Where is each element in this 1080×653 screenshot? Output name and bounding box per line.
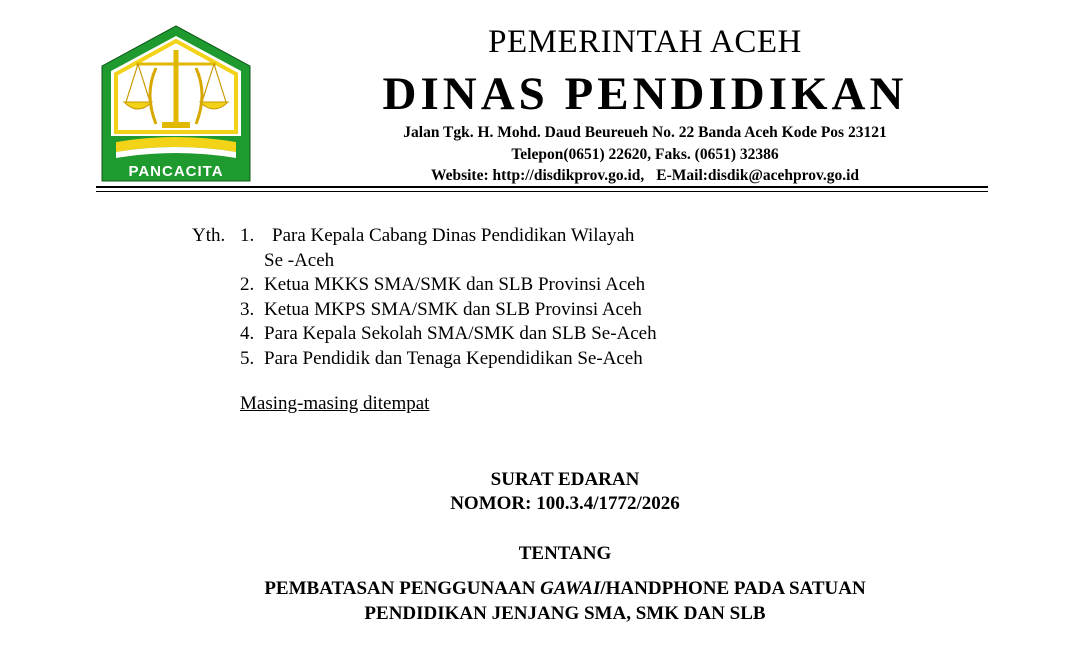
item-text: Para Kepala Sekolah SMA/SMK dan SLB Se-Aceh (264, 323, 657, 344)
header-rule-thick (96, 186, 988, 188)
item-number: 1. (240, 225, 255, 246)
item-continuation: Se -Aceh (264, 249, 335, 271)
email: E-Mail:disdik@acehprov.go.id (656, 167, 860, 184)
subject-pre: PEMBATASAN PENGGUNAAN (264, 578, 541, 599)
recipient-prefix: Yth. (192, 225, 226, 246)
header-rule-thin (96, 191, 988, 192)
government-name: PEMERINTAH ACEH (488, 24, 802, 60)
letter-type: SURAT EDARAN (490, 469, 640, 490)
item-text: Para Kepala Cabang Dinas Pendidikan Wilayah (272, 225, 635, 246)
item-number: 2. (240, 274, 255, 295)
letter-subject-line2: PENDIDIKAN JENJANG SMA, SMK DAN SLB (364, 603, 766, 624)
letter-subject-line1 (0, 578, 1080, 600)
recipient-location: Masing-masing ditempat (240, 393, 430, 414)
web-email-line (300, 166, 990, 186)
item-number: 3. (240, 298, 255, 320)
letter-about: TENTANG (518, 543, 612, 564)
item-text: Ketua MKKS SMA/SMK dan SLB Provinsi Aceh (264, 274, 646, 295)
subject-post: /HANDPHONE PADA SATUAN (600, 578, 866, 599)
logo-label: PANCACITA (128, 163, 224, 180)
subject-italic: GAWAI (540, 578, 601, 599)
item-text: Para Pendidik dan Tenaga Kependidikan Se-Aceh (264, 347, 643, 369)
letter-number: NOMOR: 100.3.4/1772/2026 (450, 493, 680, 514)
address-line: Jalan Tgk. H. Mohd. Daud Beureueh No. 22 Banda Aceh Kode Pos 23121 (403, 124, 887, 141)
pancacita-logo (96, 24, 256, 184)
phone-line: Telepon(0651) 22620, Faks. (0651) 32386 (511, 146, 779, 163)
website: Website: http://disdikprov.go.id, (430, 167, 645, 184)
item-text: Ketua MKPS SMA/SMK dan SLB Provinsi Aceh (264, 298, 642, 320)
item-number: 5. (240, 347, 255, 369)
department-name: DINAS PENDIDIKAN (382, 68, 908, 120)
item-number: 4. (240, 323, 255, 344)
